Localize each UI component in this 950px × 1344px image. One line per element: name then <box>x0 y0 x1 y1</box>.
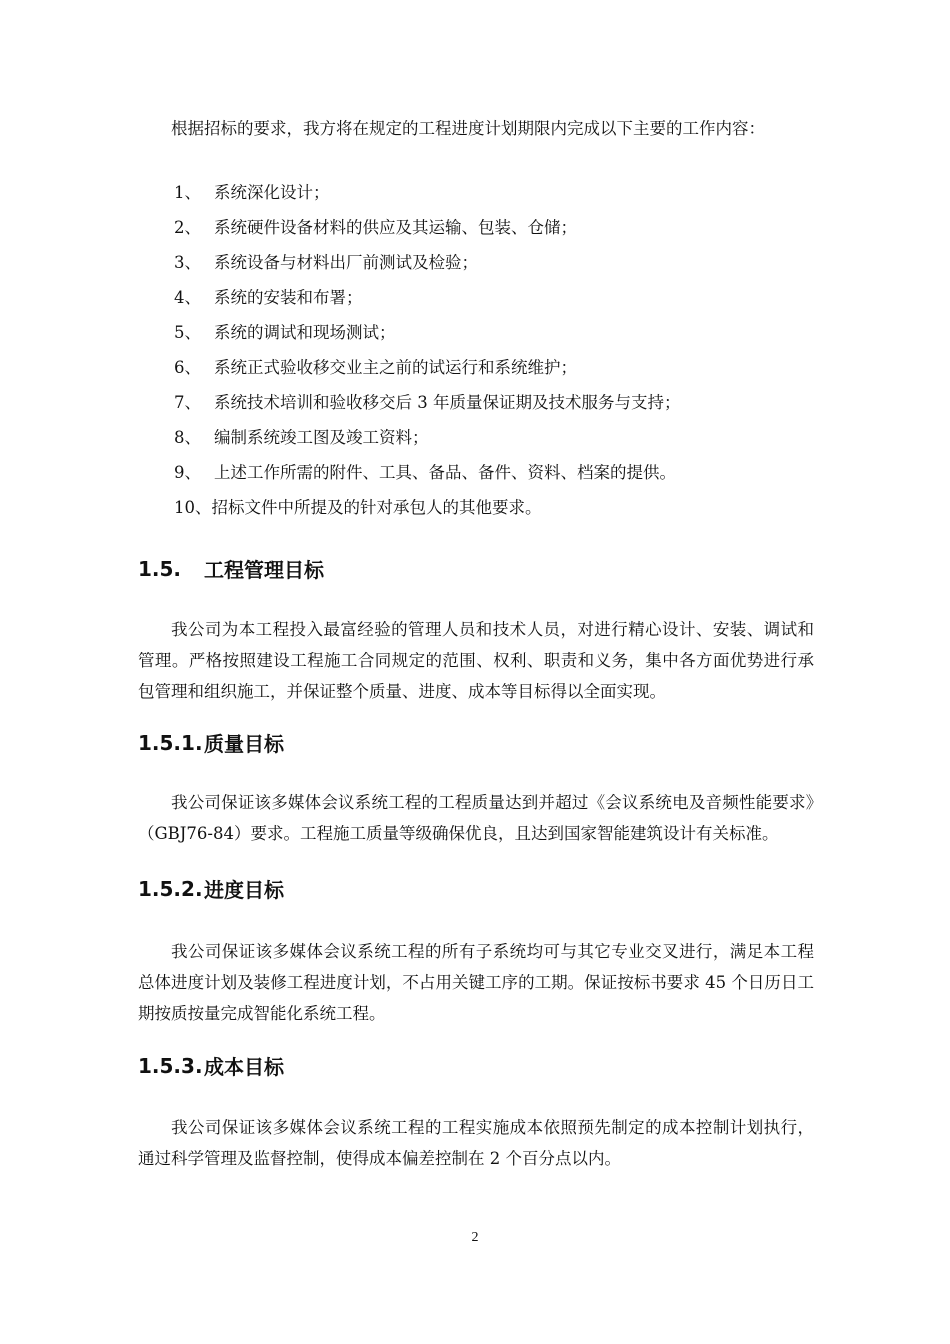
section-body-1-5-1: 我公司保证该多媒体会议系统工程的工程质量达到并超过《会议系统电及音频性能要求》（GBJ76-84）要求。工程施工质量等级确保优良，且达到国家智能建筑设计有关标准。 <box>138 793 814 843</box>
list-item-text: 系统的调试和现场测试； <box>214 323 396 342</box>
section-number: 1.5.3. <box>138 1053 203 1078</box>
section-title: 进度目标 <box>204 878 284 902</box>
list-item <box>138 315 814 350</box>
list-item-number: 10、 <box>174 498 212 517</box>
section-number: 1.5.2. <box>138 876 203 901</box>
work-items-list <box>138 175 814 525</box>
section-title: 成本目标 <box>204 1055 284 1079</box>
list-item <box>138 245 814 280</box>
list-item-number: 3、 <box>174 253 201 272</box>
list-item <box>138 175 814 210</box>
list-item-text: 系统的安装和布署； <box>214 288 363 307</box>
list-item <box>138 280 814 315</box>
list-item <box>138 210 814 245</box>
list-item <box>138 420 814 455</box>
list-item-text: 系统深化设计； <box>214 183 330 202</box>
list-item <box>138 350 814 385</box>
list-item <box>138 385 814 420</box>
list-item-text: 系统正式验收移交业主之前的试运行和系统维护； <box>214 358 577 377</box>
list-item-text: 系统硬件设备材料的供应及其运输、包装、仓储； <box>214 218 577 237</box>
list-item-number: 6、 <box>174 358 201 377</box>
list-item <box>138 490 814 525</box>
section-heading-1-5-1 <box>138 728 284 757</box>
list-item-text: 招标文件中所提及的针对承包人的其他要求。 <box>211 498 542 517</box>
list-item-number: 9、 <box>174 463 201 482</box>
list-item-number: 8、 <box>174 428 201 447</box>
list-item-number: 4、 <box>174 288 201 307</box>
list-item-number: 7、 <box>174 393 201 412</box>
list-item-number: 1、 <box>174 183 201 202</box>
list-item-text: 系统技术培训和验收移交后 3 年质量保证期及技术服务与支持； <box>214 393 681 412</box>
section-number: 1.5. <box>138 556 182 581</box>
list-item-text: 编制系统竣工图及竣工资料； <box>214 428 429 447</box>
section-title: 工程管理目标 <box>204 558 324 582</box>
list-item-text: 上述工作所需的附件、工具、备品、备件、资料、档案的提供。 <box>214 463 676 482</box>
section-body-1-5: 我公司为本工程投入最富经验的管理人员和技术人员，对进行精心设计、安装、调试和管理。严格按照建设工程施工合同规定的范围、权利、职责和义务，集中各方面优势进行承包管理和组织施工，并保证整个质量、进度、成本等目标得以全面实现。 <box>138 620 814 701</box>
section-title: 质量目标 <box>204 732 284 756</box>
section-heading-1-5-3 <box>138 1051 284 1080</box>
list-item-text: 系统设备与材料出厂前测试及检验； <box>214 253 478 272</box>
page-number: 2 <box>471 1230 479 1245</box>
section-number: 1.5.1. <box>138 730 203 755</box>
list-item-number: 5、 <box>174 323 201 342</box>
list-item <box>138 455 814 490</box>
section-body-1-5-2: 我公司保证该多媒体会议系统工程的所有子系统均可与其它专业交叉进行，满足本工程总体进度计划及装修工程进度计划，不占用关键工序的工期。保证按标书要求 45 个日历日工期按质按量完成智能化系统工程。 <box>138 942 814 1023</box>
list-item-number: 2、 <box>174 218 201 237</box>
intro-paragraph: 根据招标的要求，我方将在规定的工程进度计划期限内完成以下主要的工作内容： <box>171 119 765 138</box>
section-heading-1-5 <box>138 554 324 583</box>
section-heading-1-5-2 <box>138 874 284 903</box>
section-body-1-5-3: 我公司保证该多媒体会议系统工程的工程实施成本依照预先制定的成本控制计划执行，通过科学管理及监督控制，使得成本偏差控制在 2 个百分点以内。 <box>138 1118 814 1168</box>
